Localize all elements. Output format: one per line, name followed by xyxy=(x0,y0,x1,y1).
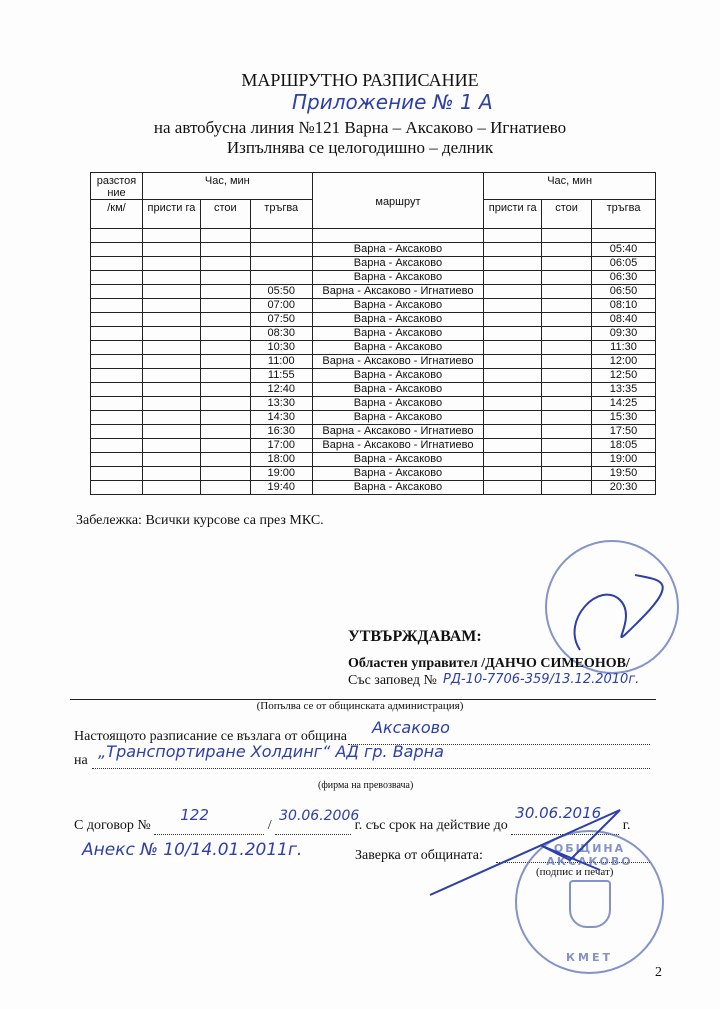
operation-subtitle: Изпълнява се целогодишно – делник xyxy=(226,138,494,157)
arrives-right-cell xyxy=(484,369,542,383)
departs-right-cell: 06:05 xyxy=(592,257,656,271)
assign-label: Настоящото разписание се възлага от община xyxy=(74,729,348,744)
departs-right-cell: 05:40 xyxy=(592,243,656,257)
arrives-right-cell xyxy=(484,397,542,411)
arrives-left-cell xyxy=(142,313,200,327)
stays-left-cell xyxy=(200,481,250,495)
route-cell: Варна - Аксаково - Игнатиево xyxy=(312,355,484,369)
departs-left-cell: 11:55 xyxy=(250,369,312,383)
distance-cell xyxy=(91,355,143,369)
distance-cell xyxy=(91,299,143,313)
schedule-row xyxy=(91,355,656,369)
stays-left-cell xyxy=(200,243,250,257)
na-label: на xyxy=(74,753,88,768)
arrives-left-cell xyxy=(142,425,200,439)
order-label: Със заповед № xyxy=(348,673,437,688)
departs-right-cell: 19:00 xyxy=(592,453,656,467)
departs-left-cell xyxy=(250,257,312,271)
schedule-row xyxy=(91,397,656,411)
governor-signature-icon xyxy=(540,560,680,670)
contract-number: 122 xyxy=(180,806,209,824)
departs-left-cell: 13:30 xyxy=(250,397,312,411)
departs-right-cell: 15:30 xyxy=(592,411,656,425)
stays-right-cell xyxy=(542,383,592,397)
departs-right-cell: 17:50 xyxy=(592,425,656,439)
stays-left-cell xyxy=(200,467,250,481)
arrives-right-cell xyxy=(484,257,542,271)
stamp-bottom: КМЕТ xyxy=(566,951,613,964)
handwritten-annex: Приложение № 1 А xyxy=(292,90,493,114)
route-cell: Варна - Аксаково xyxy=(312,453,484,467)
departs-left-cell: 19:00 xyxy=(250,467,312,481)
arrives-left-cell xyxy=(142,271,200,285)
route-cell: Варна - Аксаково xyxy=(312,271,484,285)
stays-right-cell xyxy=(542,299,592,313)
arrives-right-cell xyxy=(484,383,542,397)
stays-right-cell xyxy=(542,285,592,299)
arrives-left-cell xyxy=(142,299,200,313)
departs-left-cell: 18:00 xyxy=(250,453,312,467)
schedule-row xyxy=(91,383,656,397)
distance-cell xyxy=(91,341,143,355)
stays-left-cell xyxy=(200,313,250,327)
arrives-right-cell xyxy=(484,467,542,481)
stays-left-cell xyxy=(200,397,250,411)
departs-right-cell: 11:30 xyxy=(592,341,656,355)
arrives-left-cell xyxy=(142,341,200,355)
distance-cell xyxy=(91,327,143,341)
departs-right-cell: 08:10 xyxy=(592,299,656,313)
header-distance: разстоя ние xyxy=(91,173,143,200)
distance-cell xyxy=(91,313,143,327)
route-cell: Варна - Аксаково xyxy=(312,411,484,425)
arrives-left-cell xyxy=(142,453,200,467)
contract-end: г. xyxy=(622,818,631,833)
header-route: маршрут xyxy=(312,173,484,229)
header-stays-left: стои xyxy=(200,200,250,229)
stays-left-cell xyxy=(200,425,250,439)
header-arrives-left: присти га xyxy=(142,200,200,229)
stays-right-cell xyxy=(542,481,592,495)
departs-left-cell: 10:30 xyxy=(250,341,312,355)
schedule-row xyxy=(91,229,656,243)
stays-left-cell xyxy=(200,369,250,383)
stays-right-cell xyxy=(542,369,592,383)
departs-left-cell: 14:30 xyxy=(250,411,312,425)
arrives-right-cell xyxy=(484,453,542,467)
arrives-left-cell xyxy=(142,285,200,299)
header-arrives-right: присти га xyxy=(484,200,542,229)
stays-right-cell xyxy=(542,397,592,411)
arrives-left-cell xyxy=(142,397,200,411)
departs-right-cell: 12:00 xyxy=(592,355,656,369)
arrives-left-cell xyxy=(142,257,200,271)
departs-left-cell: 12:40 xyxy=(250,383,312,397)
distance-cell xyxy=(91,285,143,299)
stays-left-cell xyxy=(200,411,250,425)
certify-label: Заверка от общината: xyxy=(355,848,483,863)
stays-left-cell xyxy=(200,257,250,271)
document-title: МАРШРУТНО РАЗПИСАНИЕ xyxy=(241,70,479,90)
order-number: РД-10-7706-359/13.12.2010г. xyxy=(443,672,640,687)
header-hour-right: Час, мин xyxy=(484,173,656,200)
line-subtitle: на автобусна линия №121 Варна – Аксаково – Игнатиево xyxy=(153,118,567,137)
distance-cell xyxy=(91,271,143,285)
departs-right-cell xyxy=(592,229,656,243)
distance-cell xyxy=(91,243,143,257)
stays-right-cell xyxy=(542,411,592,425)
contract-mid: г. със срок на действие до xyxy=(354,818,508,833)
departs-right-cell: 13:35 xyxy=(592,383,656,397)
schedule-row xyxy=(91,285,656,299)
schedule-row xyxy=(91,327,656,341)
schedule-row xyxy=(91,243,656,257)
schedule-body xyxy=(91,229,656,495)
distance-cell xyxy=(91,229,143,243)
departs-right-cell: 06:50 xyxy=(592,285,656,299)
departs-left-cell xyxy=(250,243,312,257)
mayor-signature-icon xyxy=(420,800,640,910)
stays-right-cell xyxy=(542,439,592,453)
stays-right-cell xyxy=(542,341,592,355)
arrives-left-cell xyxy=(142,481,200,495)
stays-left-cell xyxy=(200,285,250,299)
header-km: /км/ xyxy=(91,200,143,229)
arrives-right-cell xyxy=(484,243,542,257)
stays-right-cell xyxy=(542,355,592,369)
schedule-row xyxy=(91,257,656,271)
departs-left-cell: 17:00 xyxy=(250,439,312,453)
arrives-left-cell xyxy=(142,369,200,383)
distance-cell xyxy=(91,439,143,453)
route-cell: Варна - Аксаково xyxy=(312,383,484,397)
schedule-row xyxy=(91,481,656,495)
header-departs-left: тръгва xyxy=(250,200,312,229)
departs-left-cell xyxy=(250,271,312,285)
distance-cell xyxy=(91,425,143,439)
departs-right-cell: 19:50 xyxy=(592,467,656,481)
arrives-right-cell xyxy=(484,229,542,243)
header-stays-right: стои xyxy=(542,200,592,229)
distance-cell xyxy=(91,369,143,383)
departs-right-cell: 14:25 xyxy=(592,397,656,411)
stays-right-cell xyxy=(542,243,592,257)
departs-left-cell: 11:00 xyxy=(250,355,312,369)
contract-label: С договор № xyxy=(74,818,151,833)
stays-left-cell xyxy=(200,355,250,369)
arrives-right-cell xyxy=(484,271,542,285)
route-cell: Варна - Аксаково xyxy=(312,257,484,271)
schedule-row xyxy=(91,271,656,285)
stays-left-cell xyxy=(200,327,250,341)
distance-cell xyxy=(91,397,143,411)
departs-right-cell: 20:30 xyxy=(592,481,656,495)
departs-right-cell: 08:40 xyxy=(592,313,656,327)
schedule-row xyxy=(91,369,656,383)
route-cell xyxy=(312,229,484,243)
departs-left-cell xyxy=(250,229,312,243)
route-cell: Варна - Аксаково xyxy=(312,299,484,313)
stays-left-cell xyxy=(200,299,250,313)
approve-heading: УТВЪРЖДАВАМ: xyxy=(348,628,482,645)
header-departs-right: тръгва xyxy=(592,200,656,229)
arrives-left-cell xyxy=(142,243,200,257)
schedule-row xyxy=(91,341,656,355)
schedule-table xyxy=(90,172,656,495)
route-cell: Варна - Аксаково - Игнатиево xyxy=(312,285,484,299)
stays-right-cell xyxy=(542,257,592,271)
departs-left-cell: 07:50 xyxy=(250,313,312,327)
arrives-left-cell xyxy=(142,327,200,341)
schedule-row xyxy=(91,453,656,467)
stays-left-cell xyxy=(200,341,250,355)
route-cell: Варна - Аксаково xyxy=(312,369,484,383)
stays-right-cell xyxy=(542,271,592,285)
stays-right-cell xyxy=(542,327,592,341)
route-cell: Варна - Аксаково xyxy=(312,243,484,257)
stays-right-cell xyxy=(542,467,592,481)
distance-cell xyxy=(91,411,143,425)
stays-left-cell xyxy=(200,271,250,285)
stays-right-cell xyxy=(542,313,592,327)
departs-right-cell: 18:05 xyxy=(592,439,656,453)
stays-left-cell xyxy=(200,229,250,243)
arrives-right-cell xyxy=(484,481,542,495)
schedule-row xyxy=(91,299,656,313)
departs-left-cell: 16:30 xyxy=(250,425,312,439)
arrives-right-cell xyxy=(484,285,542,299)
departs-left-cell: 05:50 xyxy=(250,285,312,299)
route-cell: Варна - Аксаково xyxy=(312,467,484,481)
arrives-right-cell xyxy=(484,299,542,313)
header-hour-left: Час, мин xyxy=(142,173,312,200)
schedule-row xyxy=(91,467,656,481)
contract-until: 30.06.2016 xyxy=(515,804,602,822)
page-number: 2 xyxy=(655,965,662,980)
arrives-left-cell xyxy=(142,439,200,453)
arrives-left-cell xyxy=(142,355,200,369)
route-cell: Варна - Аксаково xyxy=(312,341,484,355)
departs-right-cell: 06:30 xyxy=(592,271,656,285)
departs-left-cell: 08:30 xyxy=(250,327,312,341)
arrives-right-cell xyxy=(484,355,542,369)
filled-by-caption: (Попълва се от общинската администрация) xyxy=(256,700,464,712)
distance-cell xyxy=(91,467,143,481)
route-cell: Варна - Аксаково xyxy=(312,313,484,327)
arrives-right-cell xyxy=(484,411,542,425)
distance-cell xyxy=(91,481,143,495)
carrier-line xyxy=(92,768,650,769)
note: Забележка: Всички курсове са през МКС. xyxy=(76,513,324,528)
schedule-row xyxy=(91,439,656,453)
arrives-left-cell xyxy=(142,383,200,397)
departs-left-cell: 07:00 xyxy=(250,299,312,313)
certify-caption: (подпис и печат) xyxy=(536,866,614,878)
stays-right-cell xyxy=(542,425,592,439)
route-cell: Варна - Аксаково - Игнатиево xyxy=(312,439,484,453)
governor-name: Областен управител /ДАНЧО СИМЕОНОВ/ xyxy=(348,656,630,671)
route-cell: Варна - Аксаково - Игнатиево xyxy=(312,425,484,439)
departs-right-cell: 12:50 xyxy=(592,369,656,383)
stays-left-cell xyxy=(200,439,250,453)
schedule-row xyxy=(91,411,656,425)
arrives-left-cell xyxy=(142,229,200,243)
arrives-right-cell xyxy=(484,425,542,439)
contract-date: 30.06.2006 xyxy=(279,808,360,824)
arrives-left-cell xyxy=(142,467,200,481)
schedule-row xyxy=(91,313,656,327)
arrives-right-cell xyxy=(484,313,542,327)
arrives-right-cell xyxy=(484,439,542,453)
stays-right-cell xyxy=(542,453,592,467)
schedule-row xyxy=(91,425,656,439)
departs-left-cell: 19:40 xyxy=(250,481,312,495)
carrier-caption: (фирма на превозвача) xyxy=(318,780,414,791)
arrives-left-cell xyxy=(142,411,200,425)
annex-note: Анекс № 10/14.01.2011г. xyxy=(82,840,303,860)
stamp-text: ОБЩИНА АКСАКОВО xyxy=(546,842,633,868)
departs-right-cell: 09:30 xyxy=(592,327,656,341)
stays-right-cell xyxy=(542,229,592,243)
carrier-value: „Транспортиране Холдинг“ АД гр. Варна xyxy=(98,742,444,761)
arrives-right-cell xyxy=(484,341,542,355)
stays-left-cell xyxy=(200,383,250,397)
stays-left-cell xyxy=(200,453,250,467)
route-cell: Варна - Аксаково xyxy=(312,327,484,341)
distance-cell xyxy=(91,257,143,271)
route-cell: Варна - Аксаково xyxy=(312,397,484,411)
contract-line: С договор № 122 / 30.06.2006 г. със срок на действие до 30.06.2016 г. xyxy=(74,804,631,833)
route-cell: Варна - Аксаково xyxy=(312,481,484,495)
distance-cell xyxy=(91,453,143,467)
distance-cell xyxy=(91,383,143,397)
arrives-right-cell xyxy=(484,327,542,341)
municipality-value: Аксаково xyxy=(372,718,450,737)
